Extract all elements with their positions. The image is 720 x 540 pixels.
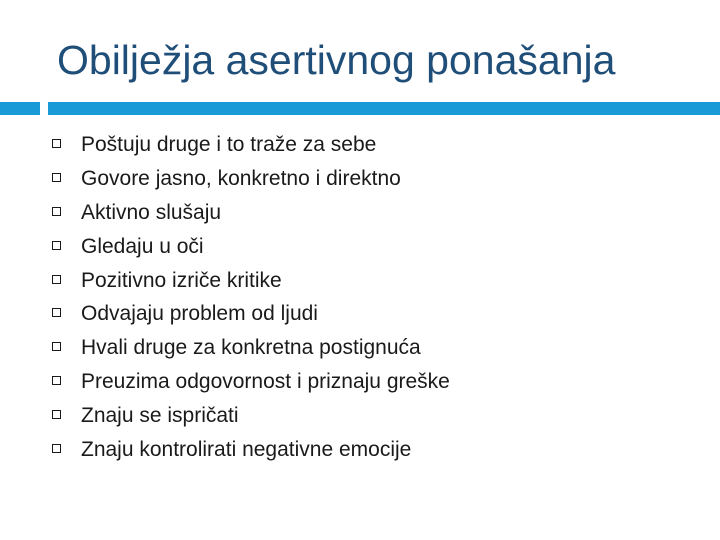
list-item-text: Znaju se ispričati bbox=[81, 404, 239, 428]
hollow-square-icon bbox=[52, 376, 61, 385]
list-item-text: Preuzima odgovornost i priznaju greške bbox=[81, 370, 450, 394]
list-item-text: Aktivno slušaju bbox=[81, 200, 222, 224]
list-item-text: Odvajaju problem od ljudi bbox=[81, 302, 318, 326]
accent-block bbox=[0, 102, 40, 115]
list-item-text: Pozitivno izriče kritike bbox=[81, 268, 282, 292]
slide-title: Obilježja asertivnog ponašanja bbox=[57, 37, 616, 83]
hollow-square-icon bbox=[52, 410, 61, 419]
list-item-text: Govore jasno, konkretno i direktno bbox=[81, 166, 401, 190]
hollow-square-icon bbox=[52, 207, 61, 216]
list-item-text: Poštuju druge i to traže za sebe bbox=[81, 133, 377, 156]
hollow-square-icon bbox=[52, 444, 61, 453]
hollow-square-icon bbox=[52, 241, 61, 250]
hollow-square-icon bbox=[52, 173, 61, 182]
hollow-square-icon bbox=[52, 139, 61, 148]
list-item-text: Hvali druge za konkretna postignuća bbox=[81, 336, 421, 360]
hollow-square-icon bbox=[52, 308, 61, 317]
list-item-text: Znaju kontrolirati negativne emocije bbox=[81, 438, 412, 462]
hollow-square-icon bbox=[52, 342, 61, 351]
list-item-text: Gledaju u oči bbox=[81, 234, 204, 258]
accent-bar bbox=[48, 102, 720, 115]
hollow-square-icon bbox=[52, 275, 61, 284]
